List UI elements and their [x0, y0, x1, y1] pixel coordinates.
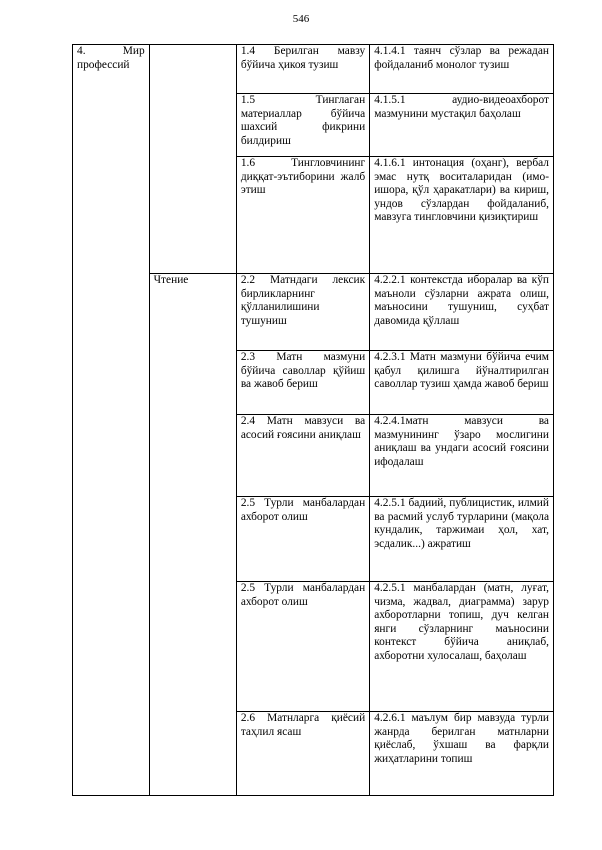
- outcome-cell: 4.2.4.1матн мавзуси ва мазмунининг ўзаро мослигини аниқлаш ва ундаги асосий ғоясини ифодалаш: [370, 415, 554, 497]
- outcome-cell: 4.1.4.1 таянч сўзлар ва режадан фойдаланиб монолог тузиш: [370, 45, 554, 94]
- skill-cell: 2.6 Матнларга қиёсий таҳлил ясаш: [236, 712, 369, 796]
- outcome-cell: 4.2.2.1 контекстда иборалар ва кўп маъноли сўзларни ажрата олиш, маъносини тушуниш, суҳбат давомида қўллаш: [370, 274, 554, 351]
- outcome-cell: 4.2.3.1 Матн мазмуни бўйича ечим қабул қилишга йўналтирилган саволлар тузиш ҳамда жавоб бериш: [370, 351, 554, 415]
- outcome-cell: 4.2.5.1 бадиий, публицистик, илмий ва расмий услуб турларини (мақола кундалик, таржимаи ҳол, хат, эсдалик...) ажратиш: [370, 497, 554, 582]
- skill-cell: 2.5 Турли манбалардан ахборот олиш: [236, 497, 369, 582]
- skill-cell: 1.5 Тинглаган материаллар бўйича шахсий фикрини билдириш: [236, 94, 369, 157]
- section-title: 4. Мир профессий: [77, 45, 145, 71]
- skill-cell: 1.6 Тингловчининг диққат-эътиборини жалб этиш: [236, 157, 369, 274]
- skill-cell: 2.4 Матн мавзуси ва асосий ғоясини аниқлаш: [236, 415, 369, 497]
- curriculum-table: [72, 44, 554, 796]
- skill-cell: 2.2 Матндаги лексик бирликларнинг қўлланилишини тушуниш: [236, 274, 369, 351]
- outcome-cell: 4.1.6.1 интонация (оҳанг), вербал эмас нутқ воситаларидан (имо-ишора, қўл ҳаракатлари) ва кириш, ундов сўзлардан фойдаланиб, мавзуга тингловчини қизиқтириш: [370, 157, 554, 274]
- subsection-cell: [149, 274, 236, 796]
- outcome-cell: 4.2.5.1 манбалардан (матн, луғат, чизма, жадвал, диаграмма) зарур ахборотларни топиш, дуч келган янги сўзларнинг маъносини контекст бўйича аниқлаб, ахборотни хулосалаш, баҳолаш: [370, 582, 554, 712]
- skill-cell: 2.3 Матн мазмуни бўйича саволлар қўйиш ва жавоб бериш: [236, 351, 369, 415]
- subsection-cell-empty: [149, 45, 236, 274]
- subsection-title: Чтение: [153, 274, 189, 286]
- skill-cell: 1.4 Берилган мавзу бўйича ҳикоя тузиш: [236, 45, 369, 94]
- skill-cell: 2.5 Турли манбалардан ахборот олиш: [236, 582, 369, 712]
- page-number: 546: [292, 13, 310, 25]
- outcome-cell: 4.1.5.1 аудио-видеоахборот мазмунини мустақил баҳолаш: [370, 94, 554, 157]
- section-title-cell: [73, 45, 150, 796]
- table-row: [73, 45, 554, 94]
- outcome-cell: 4.2.6.1 маълум бир мавзуда турли жанрда берилган матнларни қиёслаб, ўхшаш ва фарқли жиҳатларини топиш: [370, 712, 554, 796]
